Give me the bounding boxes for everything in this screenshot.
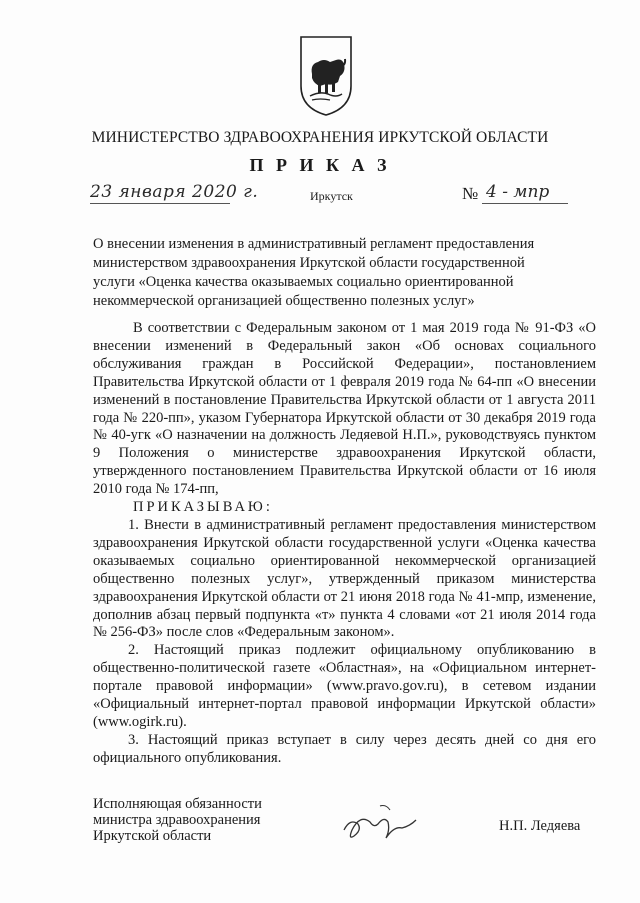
position-line: министра здравоохранения	[93, 812, 261, 828]
city-name: Иркутск	[310, 189, 353, 203]
handwritten-signature-icon	[340, 800, 420, 845]
number-label: №	[462, 184, 479, 203]
order-number: 4 - мпр	[486, 182, 550, 202]
document-type-title: П Р И К А З	[249, 155, 391, 175]
irkutsk-coat-of-arms-icon	[298, 34, 354, 118]
order-body	[93, 320, 596, 768]
order-subject: О внесении изменения в административный регламент предоставления министерством здравоохранения Иркутской области государственной услуги «Оценка качества оказываемых социально ориентированной некоммерческой организацией общественно полезных услуг»	[93, 236, 535, 309]
order-date: 23 января 2020 г.	[90, 182, 259, 202]
order-item: 1. Внести в административный регламент предоставления министерством здравоохранения Иркутской области государственной услуги «Оценка качества оказываемых социально ориентированной некоммерческой организацией общественно полезных услуг», утвержденный приказом министерства здравоохранения Иркутской области от 21 июня 2018 года № 41-мпр, изменение, дополнив абзац первый подпункта «т» пункта 4 словами «от 21 июля 2014 года № 256-ФЗ» после слов «Федеральным законом».	[93, 516, 596, 641]
signatory-position	[93, 796, 313, 844]
ministry-name: МИНИСТЕРСТВО ЗДРАВООХРАНЕНИЯ ИРКУТСКОЙ ОБЛАСТИ	[91, 129, 549, 146]
number-underline	[482, 203, 568, 204]
order-item: 2. Настоящий приказ подлежит официальному опубликованию в общественно-политической газете «Областная», на «Официальном интернет-портале правовой информации» (www.pravo.gov.ru), в сетевом издании «Официальный интернет-портал правовой информации Иркутской области» (www.ogirk.ru).	[93, 642, 596, 730]
date-underline	[90, 203, 230, 204]
position-line: Исполняющая обязанности	[93, 796, 262, 812]
order-keyword: ПРИКАЗЫВАЮ:	[133, 499, 273, 516]
order-item: 3. Настоящий приказ вступает в силу через десять дней со дня его официального опубликования.	[93, 731, 596, 766]
signatory-name: Н.П. Ледяева	[499, 818, 581, 834]
position-line: Иркутской области	[93, 828, 212, 844]
preamble-paragraph: В соответствии с Федеральным законом от 1 мая 2019 года № 91-ФЗ «О внесении изменений в Федеральный закон «Об основах социального обслуживания граждан в Российской Федерации», постановлением Правительства Иркутской области от 1 февраля 2019 года № 64-пп «О внесении изменений в постановление Правительства Иркутской области от 1 августа 2011 года № 220-пп», указом Губернатора Иркутской области от 30 декабря 2019 года № 40-угк «О назначении на должность Ледяевой Н.П.», руководствуясь пунктом 9 Положения о министерстве здравоохранения Иркутской области, утвержденного постановлением Правительства Иркутской области от 16 июля 2010 года № 174-пп,	[93, 320, 596, 498]
